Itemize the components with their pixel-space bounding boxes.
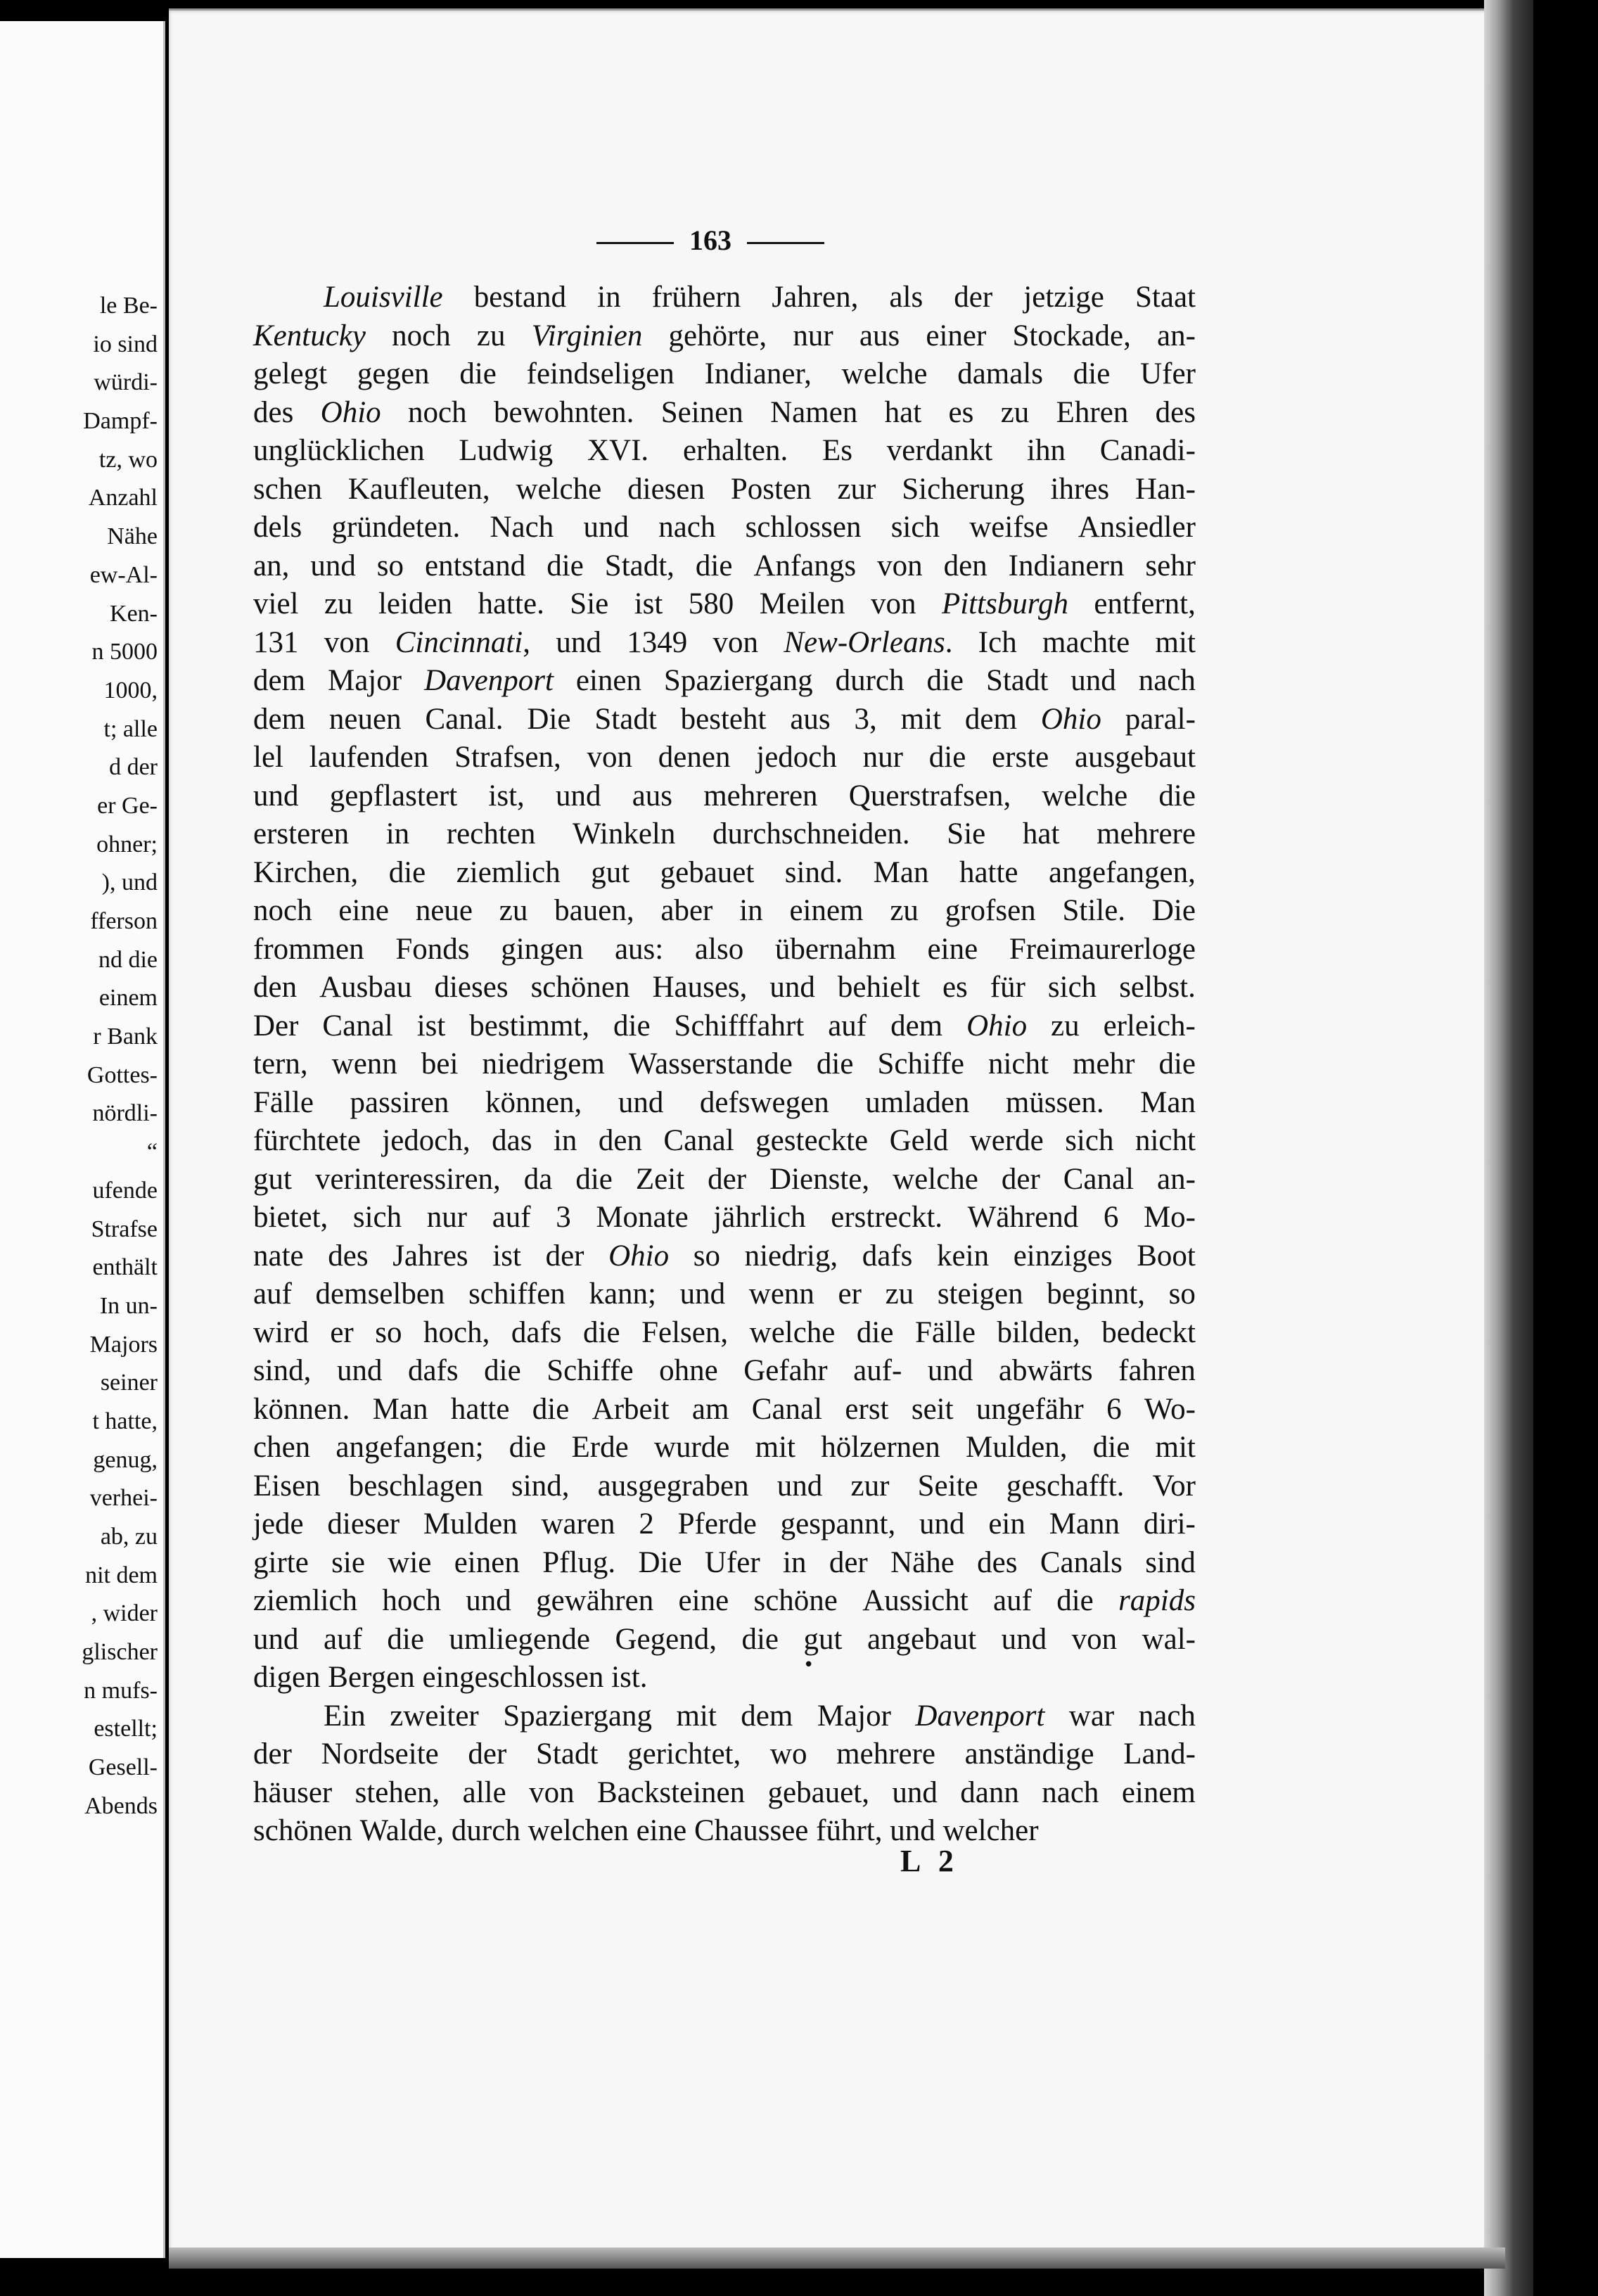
signature-mark: L 2 [900,1844,959,1878]
previous-page-line: ufende [92,1177,158,1204]
ink-speck: • [803,1654,814,1676]
text-line: können. Man hatte die Arbeit am Canal erst seit ungefähr 6 Wo- [253,1392,1196,1426]
previous-page-line: er Ge- [97,792,158,819]
previous-page-line: In un- [99,1292,158,1319]
previous-page-line: Gesell- [88,1754,158,1781]
body-text [253,279,1196,1851]
previous-page-line: genug, [93,1446,158,1473]
text-line: lel laufenden Strafsen, von denen jedoch nur die erste ausgebaut [253,741,1196,774]
previous-page-strip [0,21,165,2258]
text-line: bietet, sich nur auf 3 Monate jährlich erstreckt. Während 6 Mo- [253,1201,1196,1234]
previous-page-line: le Be- [99,293,158,319]
text-line: unglücklichen Ludwig XVI. erhalten. Es verdankt ihn Canadi- [253,434,1196,467]
text-line: ziemlich hoch und gewähren eine schöne Aussicht auf die rapids [253,1584,1196,1617]
previous-page-line: seiner [100,1370,158,1396]
text-line: gut verinteressiren, da die Zeit der Dienste, welche der Canal an- [253,1162,1196,1196]
previous-page-line: n 5000 [91,639,158,665]
previous-page-line: estellt; [94,1716,158,1742]
text-line: noch eine neue zu bauen, aber in einem zu grofsen Stile. Die [253,894,1196,927]
text-line: Ein zweiter Spaziergang mit dem Major Davenport war nach [324,1699,1196,1733]
text-line: dem Major Davenport einen Spaziergang durch die Stadt und nach [253,664,1196,697]
text-line: Fälle passiren können, und defswegen umladen müssen. Man [253,1085,1196,1119]
previous-page-line: , wider [91,1600,158,1627]
text-line: Kirchen, die ziemlich gut gebauet sind. Man hatte angefangen, [253,855,1196,889]
text-line: Louisville bestand in frühern Jahren, als der jetzige Staat [324,281,1196,314]
previous-page-line: ab, zu [100,1524,158,1550]
text-line: digen Bergen eingeschlossen ist. [253,1661,648,1694]
text-line: an, und so entstand die Stadt, die Anfangs von den Indianern sehr [253,549,1196,582]
page-number: 163 [689,224,731,256]
text-line: dem neuen Canal. Die Stadt besteht aus 3, mit dem Ohio paral- [253,702,1196,736]
previous-page-line: verhei- [89,1485,158,1512]
text-line: fürchtete jedoch, das in den Canal gesteckte Geld werde sich nicht [253,1124,1196,1157]
text-line: dels gründeten. Nach und nach schlossen sich weifse Ansiedler [253,511,1196,544]
text-line: frommen Fonds gingen aus: also übernahm eine Freimaurerloge [253,932,1196,966]
text-line: und gepflastert ist, und aus mehreren Querstrafsen, welche die [253,779,1196,812]
text-line: tern, wenn bei niedrigem Wasserstande die Schiffe nicht mehr die [253,1047,1196,1080]
text-line: ersteren in rechten Winkeln durchschneiden. Sie hat mehrere [253,817,1196,850]
previous-page-line: enthält [92,1254,158,1281]
page-fore-edge [1484,0,1533,2296]
text-line: Kentucky noch zu Virginien gehörte, nur aus einer Stockade, an- [253,319,1196,352]
text-line: auf demselben schiffen kann; und wenn er zu steigen beginnt, so [253,1277,1196,1310]
text-line: sind, und dafs die Schiffe ohne Gefahr auf- und abwärts fahren [253,1354,1196,1387]
previous-page-line: n mufs- [84,1677,158,1704]
previous-page-line: tz, wo [98,446,158,473]
text-line: nate des Jahres ist der Ohio so niedrig, dafs kein einziges Boot [253,1239,1196,1273]
previous-page-line: t; alle [103,715,158,742]
page-bottom-edge [169,2247,1505,2269]
header-rule-right [747,242,824,244]
text-line: girte sie wie einen Pflug. Die Ufer in der Nähe des Canals sind [253,1545,1196,1579]
text-line: chen angefangen; die Erde wurde mit hölzernen Mulden, die mit [253,1431,1196,1464]
text-line: der Nordseite der Stadt gerichtet, wo mehrere anständige Land- [253,1737,1196,1771]
text-line: jede dieser Mulden waren 2 Pferde gespannt, und ein Mann diri- [253,1507,1196,1541]
page-header [570,224,851,257]
text-line: viel zu leiden hatte. Sie ist 580 Meilen von Pittsburgh entfernt, [253,587,1196,620]
header-rule-left [596,242,674,244]
previous-page-line: io sind [93,331,158,357]
previous-page-line: Nähe [107,523,158,550]
previous-page-line: ew-Al- [89,561,158,588]
previous-page-line: Ken- [110,600,158,627]
text-line: 131 von Cincinnati, und 1349 von New-Orleans. Ich machte mit [253,625,1196,659]
previous-page-line: Gottes- [87,1061,158,1088]
text-line: schen Kaufleuten, welche diesen Posten zur Sicherung ihres Han- [253,472,1196,506]
text-line: Eisen beschlagen sind, ausgegraben und zur Seite geschafft. Vor [253,1469,1196,1503]
text-line: gelegt gegen die feindseligen Indianer, welche damals die Ufer [253,357,1196,390]
previous-page-line: fferson [90,908,158,934]
previous-page-line: glischer [82,1639,158,1666]
text-line: häuser stehen, alle von Backsteinen gebauet, und dann nach einem [253,1775,1196,1809]
text-line: Der Canal ist bestimmt, die Schifffahrt auf dem Ohio zu erleich- [253,1009,1196,1042]
previous-page-line: Dampf- [83,408,158,435]
text-line: und auf die umliegende Gegend, die gut angebaut und von wal- [253,1622,1196,1656]
previous-page-line: t hatte, [92,1408,158,1434]
previous-page-line: nördli- [92,1100,158,1127]
previous-page-line: 1000, [103,677,158,703]
previous-page-line: r Bank [93,1023,158,1050]
previous-page-line: nit dem [85,1562,158,1588]
text-line: wird er so hoch, dafs die Felsen, welche die Fälle bilden, bedeckt [253,1315,1196,1349]
previous-page-line: ), und [101,869,158,896]
previous-page-line: ohner; [96,831,158,857]
previous-page-line: Majors [89,1331,158,1358]
previous-page-line: nd die [98,946,158,973]
previous-page-line: “ [146,1139,158,1166]
previous-page-line: würdi- [94,369,158,396]
previous-page-line: d der [109,754,158,781]
previous-page-line: einem [98,985,158,1012]
text-line: des Ohio noch bewohnten. Seinen Namen hat es zu Ehren des [253,395,1196,429]
previous-page-line: Anzahl [88,485,158,511]
text-line: den Ausbau dieses schönen Hauses, und behielt es für sich selbst. [253,971,1196,1004]
previous-page-text [0,287,158,1826]
text-line: schönen Walde, durch welchen eine Chaussee führt, und welcher [253,1814,1039,1847]
previous-page-line: Strafse [91,1216,158,1242]
previous-page-line: Abends [84,1792,158,1819]
